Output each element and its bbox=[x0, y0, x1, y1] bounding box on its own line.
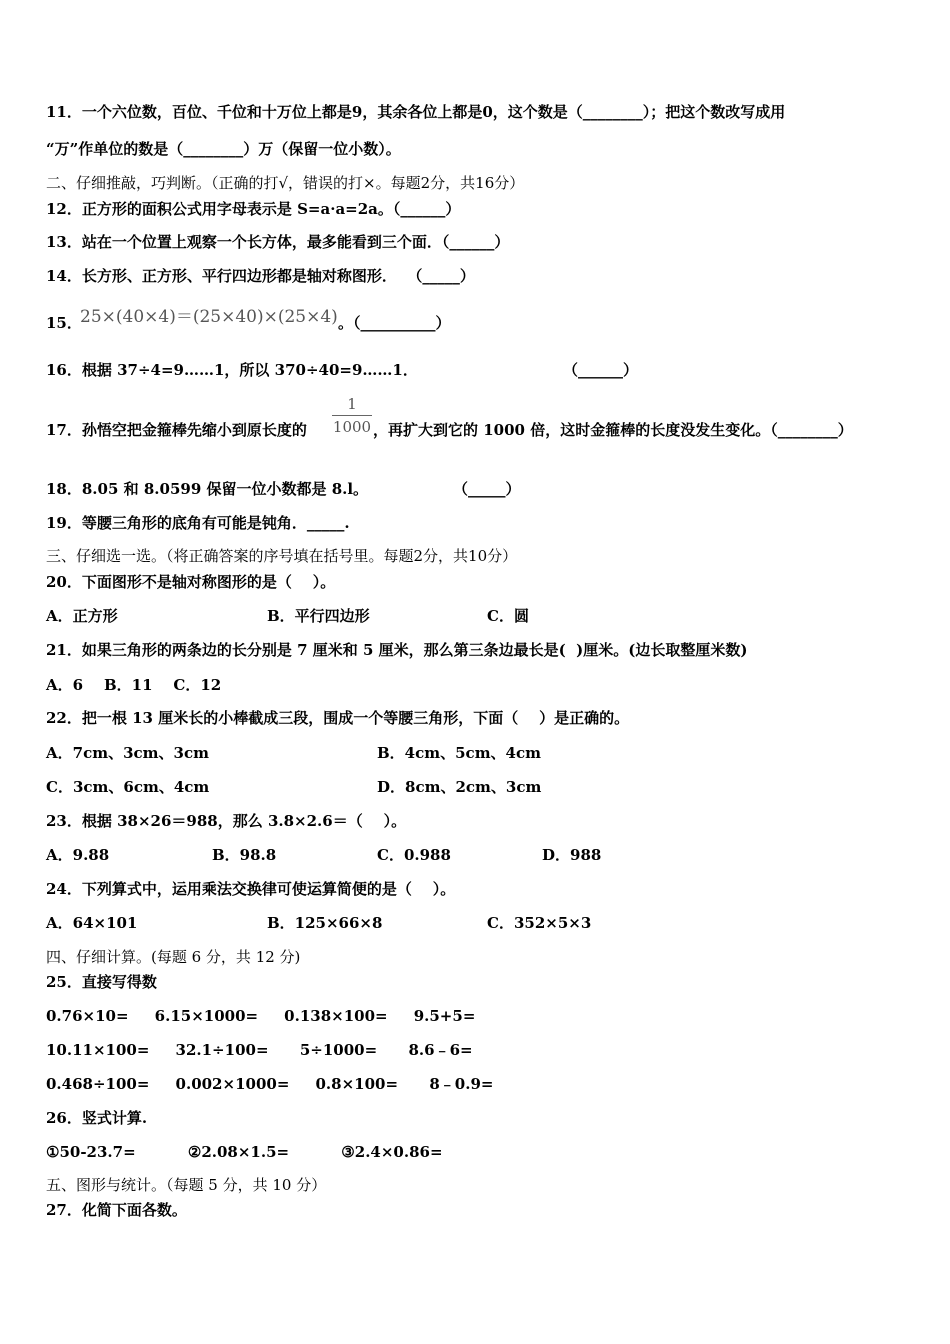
q23-option-d: D．988 bbox=[542, 846, 602, 864]
section-5-heading: 五、图形与统计。（每题 5 分，共 10 分） bbox=[46, 1176, 327, 1194]
q11-line2: “万”作单位的数是（________）万（保留一位小数）。 bbox=[46, 140, 401, 158]
q16-blank: （______） bbox=[563, 361, 639, 379]
q16: 16．根据 37÷4=9……1，所以 370÷40=9……1． bbox=[46, 361, 418, 379]
q24-option-a: A．64×101 bbox=[46, 914, 138, 932]
q26: 26．竖式计算. bbox=[46, 1109, 148, 1127]
q26-row: ①50-23.7= ②2.08×1.5= ③2.4×0.86= bbox=[46, 1143, 443, 1161]
q11-line1: 11．一个六位数，百位、千位和十万位上都是9，其余各位上都是0，这个数是（________）；把这个数改写成用 bbox=[46, 103, 786, 121]
q21: 21．如果三角形的两条边的长分别是 7 厘米和 5 厘米，那么第三条边最长是( )厘米。(边长取整厘米数) bbox=[46, 641, 748, 659]
q13: 13．站在一个位置上观察一个长方体，最多能看到三个面．（______） bbox=[46, 233, 510, 251]
q15-expression: 25×(40×4)＝(25×40)×(25×4) bbox=[80, 307, 338, 327]
q17-prefix: 17．孙悟空把金箍棒先缩小到原长度的 bbox=[46, 421, 307, 439]
q24-option-b: B．125×66×8 bbox=[267, 914, 383, 932]
q21-options: A．6 B．11 C．12 bbox=[46, 676, 222, 694]
q27: 27．化简下面各数。 bbox=[46, 1201, 187, 1219]
q18-blank: （_____） bbox=[453, 480, 521, 498]
q20-option-b: B．平行四边形 bbox=[267, 607, 370, 625]
q15-blank: 。（__________） bbox=[338, 314, 451, 332]
section-3-heading: 三、仔细选一选。（将正确答案的序号填在括号里。每题2分，共10分） bbox=[46, 547, 518, 565]
q15-number: 15． bbox=[46, 314, 82, 332]
q22-option-d: D．8cm、2cm、3cm bbox=[377, 778, 542, 796]
q17-fraction bbox=[332, 395, 372, 436]
q12: 12．正方形的面积公式用字母表示是 S=a·a=2a。（______） bbox=[46, 200, 461, 218]
section-2-heading: 二、仔细推敲，巧判断。（正确的打√，错误的打×。每题2分，共16分） bbox=[46, 174, 525, 192]
q20: 20．下面图形不是轴对称图形的是（ ）。 bbox=[46, 573, 336, 591]
q24-option-c: C．352×5×3 bbox=[487, 914, 592, 932]
q23-option-b: B．98.8 bbox=[212, 846, 277, 864]
q17-denominator: 1000 bbox=[332, 418, 372, 436]
q22-option-c: C．3cm、6cm、4cm bbox=[46, 778, 210, 796]
q14: 14．长方形、正方形、平行四边形都是轴对称图形． （_____） bbox=[46, 267, 475, 285]
q17-numerator: 1 bbox=[347, 395, 357, 413]
section-4-heading: 四、仔细计算。(每题 6 分，共 12 分) bbox=[46, 948, 301, 966]
q22: 22．把一根 13 厘米长的小棒截成三段，围成一个等腰三角形，下面（ ）是正确的。 bbox=[46, 709, 630, 727]
q23-option-a: A．9.88 bbox=[46, 846, 110, 864]
fraction-bar bbox=[332, 415, 372, 416]
q23-option-c: C．0.988 bbox=[377, 846, 451, 864]
q18: 18．8.05 和 8.0599 保留一位小数都是 8.l。 bbox=[46, 480, 369, 498]
q22-option-b: B．4cm、5cm、4cm bbox=[377, 744, 542, 762]
q25-row-3: 0.468÷100= 0.002×1000= 0.8×100= 8﹣0.9= bbox=[46, 1075, 494, 1093]
q24: 24．下列算式中，运用乘法交换律可使运算简便的是（ ）。 bbox=[46, 880, 456, 898]
q25-row-1: 0.76×10= 6.15×1000= 0.138×100= 9.5+5= bbox=[46, 1007, 476, 1025]
q22-option-a: A．7cm、3cm、3cm bbox=[46, 744, 209, 762]
q25-row-2: 10.11×100= 32.1÷100= 5÷1000= 8.6﹣6= bbox=[46, 1041, 473, 1059]
q19: 19．等腰三角形的底角有可能是钝角．_____. bbox=[46, 514, 350, 532]
q25: 25．直接写得数 bbox=[46, 973, 157, 991]
q20-option-a: A．正方形 bbox=[46, 607, 118, 625]
q17-suffix: ，再扩大到它的 1000 倍，这时金箍棒的长度没发生变化。（________） bbox=[373, 421, 853, 439]
q23: 23．根据 38×26＝988，那么 3.8×2.6＝（ ）。 bbox=[46, 812, 407, 830]
q20-option-c: C．圆 bbox=[487, 607, 529, 625]
